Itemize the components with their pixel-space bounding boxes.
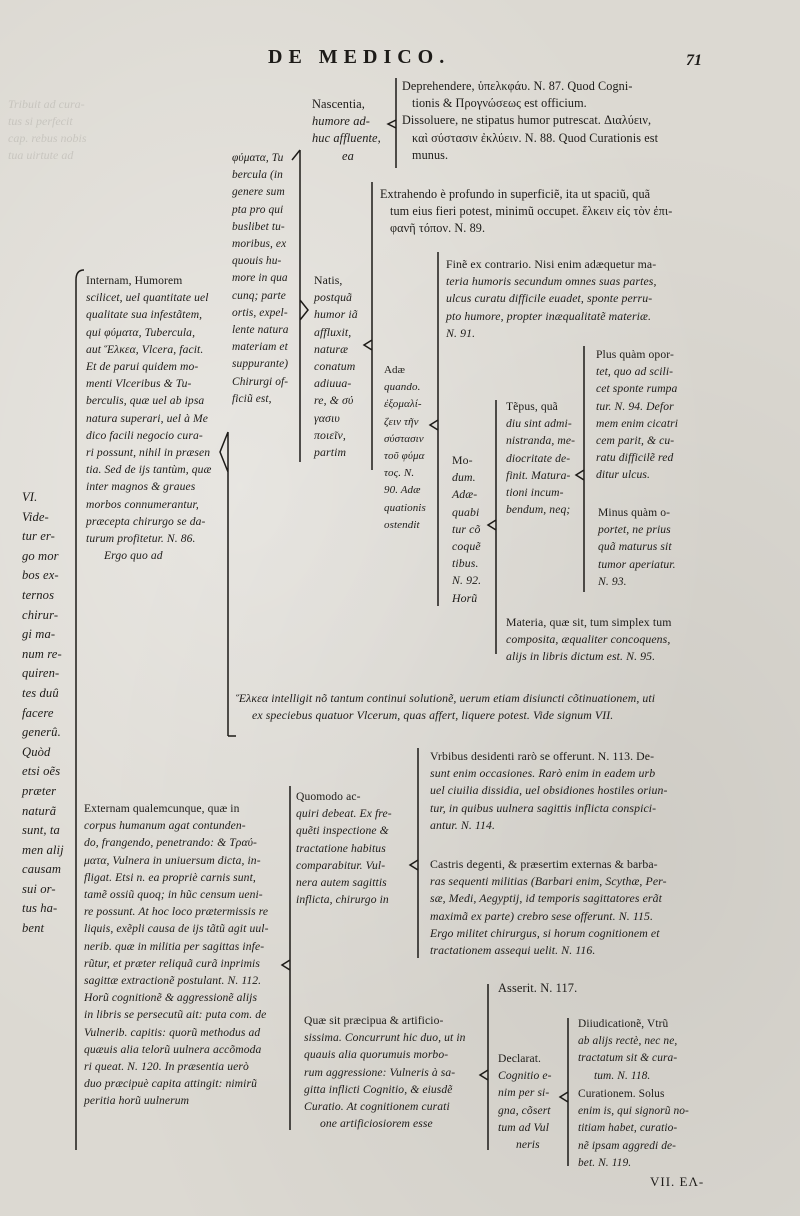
- page-number: 71: [686, 52, 702, 69]
- asserit-block: Asserit. N. 117.: [498, 981, 578, 995]
- fine-block: Finẽ ex contrario. Nisi enim adæquetur ma- teria humoris secundum omnes suas partes, ulcus curatu difficile euadet, sponte perru- pto humore, propter inæqualitatẽ materiæ. N. 91.: [446, 257, 657, 340]
- minus-block: Minus quàm o- portet, ne prius quã maturus sit tumor aperiatur. N. 93.: [598, 506, 676, 588]
- castris-block: Castris degenti, & præsertim externas & barba- ras sequenti militias (Barbari enim, Scythæ, Per- sæ, Medi, Aegyptij, id temporis sagittatores erãt maximã ex parte) crebro sese offerunt. N. 115. Ergo militet chirurgus, si horum cognitionem et tractationem assequi uelit. N. 116.: [430, 857, 667, 958]
- brace-left-main: [76, 270, 84, 1150]
- catchword: VII. ΕΛ-: [650, 1174, 705, 1189]
- extrahendo-block: Extrahendo è profundo in superficiẽ, ita ut spaciũ, quã tum eius fieri potest, minimũ occupet. ἕλκειν εἰς τὸν ἐπι- φανῆ τόπον. N. 89.: [380, 187, 673, 236]
- helkea-note: Ἕλκεα intelligit nõ tantum continui solutionẽ, uerum etiam disiuncti cõtinuationem, uti ex speciebus quatuor Vlcerum, quas affert, liquere potest. Vide signum VII.: [236, 691, 656, 723]
- plus-block: Plus quàm opor- tet, quo ad scili- cet sponte rumpa tur. N. 94. Defor mem enim cicatri cem parit, & cu- ratu difficilẽ red ditur ulcus.: [596, 348, 679, 482]
- nascentia-block: Nascentia, humore ad- huc affluente, ea: [312, 97, 381, 163]
- urbibus-block: Vrbibus desidenti rarò se offerunt. N. 113. De- sunt enim occasiones. Rarò enim in eadem urb uel ciuilia dissidia, uel obsidiones hostiles oriun- tur, in quibus uulnera sagittis inflicta conspici- antur. N. 114.: [430, 749, 668, 832]
- quomodo-block: Quomodo ac- quiri debeat. Ex fre- quẽti inspectione & tractatione habitus comparabitur. Vul- nera autem sagittis inflicta, chirurgo in: [296, 790, 392, 907]
- curationem-block: Curationem. Solus enim is, qui signorũ no- titiam habet, curatio- nẽ ipsam aggredi de- bet. N. 119.: [578, 1088, 689, 1169]
- adaequando-block: Adæ quando. ἐξομαλί- ζειν τῆν σύστασιν τοῦ φύμα τος. N. 90. Adæ quationis ostendit: [384, 364, 426, 531]
- declarat-block: Declarat. Cognitio e- nim per si- gna, cõsert tum ad Vul neris: [498, 1052, 552, 1152]
- interna-block: Internam, Humorem scilicet, uel quantitate uel qualitate sua infestãtem, qui φύματα, Tubercula, aut Ἕλκεα, Vlcera, facit. Et de parui quidem mo- menti Vlceribus & Tu- berculis, quæ uel ab ipsa natura superari, uel à Me dico facili negocio cura- ri possunt, nihil in præsen tia. Sed de ijs tantùm, quæ inter magnos & graues morbos connumerantur, præcepta chirurgo se da- turum profitetur. N. 86. Ergo quo ad: [86, 274, 212, 563]
- modum-block: Mo- dum. Adæ- quabi tur cõ coquẽ tibus. N. 92. Horũ: [452, 453, 482, 605]
- left-margin-note: VI. Vide- tur er- go mor bos ex- ternos chirur- gi ma- num re- quiren- tes duû facere generû. Quòd etsi oẽs præter naturã sunt, ta men alij causam sui or- tus ha- bent: [22, 490, 64, 936]
- running-title: DE MEDICO.: [268, 46, 451, 68]
- natis-block: Natis, postquã humor iã affluxit, naturæ conatum adiuua- re, & σύ γασιυ ποιεῖν, partim: [314, 273, 358, 460]
- phymata-block: φύματα, Tu bercula (in genere sum pta pro qui buslibet tu- moribus, ex quouis hu- more in qua cunq; parte ortis, expel- lente natura materiam et suppurante) Chirurgi of- ficiũ est,: [232, 152, 289, 405]
- deprehendere-block: Deprehendere, ὑπελκφάυ. N. 87. Quod Cogni- tionis & Προγνώσεως est officium. Dissoluere, ne stipatus humor putrescat. Διαλύειν, καὶ σύστασιν ἐκλύειν. N. 88. Quod Curationis est munus.: [402, 79, 659, 162]
- quae-sit-block: Quæ sit præcipua & artificio- sissima. Concurrunt hic duo, ut in quauis alia quorumuis morbo- rum aggressione: Vulneris à sa- gitta inflicti Cognitio, & eiusdẽ Curatio. At cognitionem curati one artificiosiorem esse: [304, 1014, 466, 1131]
- externa-block: Externam qualemcunque, quæ in corpus humanum agat contunden- do, frangendo, penetrando: & Τραύ- ματα, Vulnera in uniuersum dicta, in- fligat. Etsi n. ea propriè carnis sunt, tamẽ ossiũ quoq; in hũc censum ueni- re possunt. At hoc loco prætermissis re liquis, exẽpli causa de ijs tãtũ agit uul- nerib. quæ in militia per sagittas infe- rũtur, et præter reliquã curã inprimis sagittæ extractionẽ postulant. N. 112. Horũ cognitionẽ & aggressionẽ alijs in libris se persecutũ ait: puta com. de Vulnerib. capitis: quorũ methodus ad quæuis alia telorũ uulnera accõmoda ri queat. N. 120. In præsentia uerò duo præcipuè capita attingit: nimirũ peritia horũ uulnerum: [84, 802, 269, 1108]
- tempus-block: Tẽpus, quã diu sint admi- nistranda, me- diocritate de- finit. Matura- tioni incum- bendum, neq;: [506, 400, 576, 517]
- materia-block: Materia, quæ sit, tum simplex tum composita, æqualiter concoquens, alijs in libris dictum est. N. 95.: [506, 615, 672, 664]
- bleed-through: Tribuit ad cura- tus si perfecit cap. rebus nobis tua uirtute ad: [8, 97, 87, 162]
- diiudicatione-block: Diiudicationẽ, Vtrũ ab alijs rectè, nec ne, tractatum sit & cura- tum. N. 118.: [578, 1018, 678, 1082]
